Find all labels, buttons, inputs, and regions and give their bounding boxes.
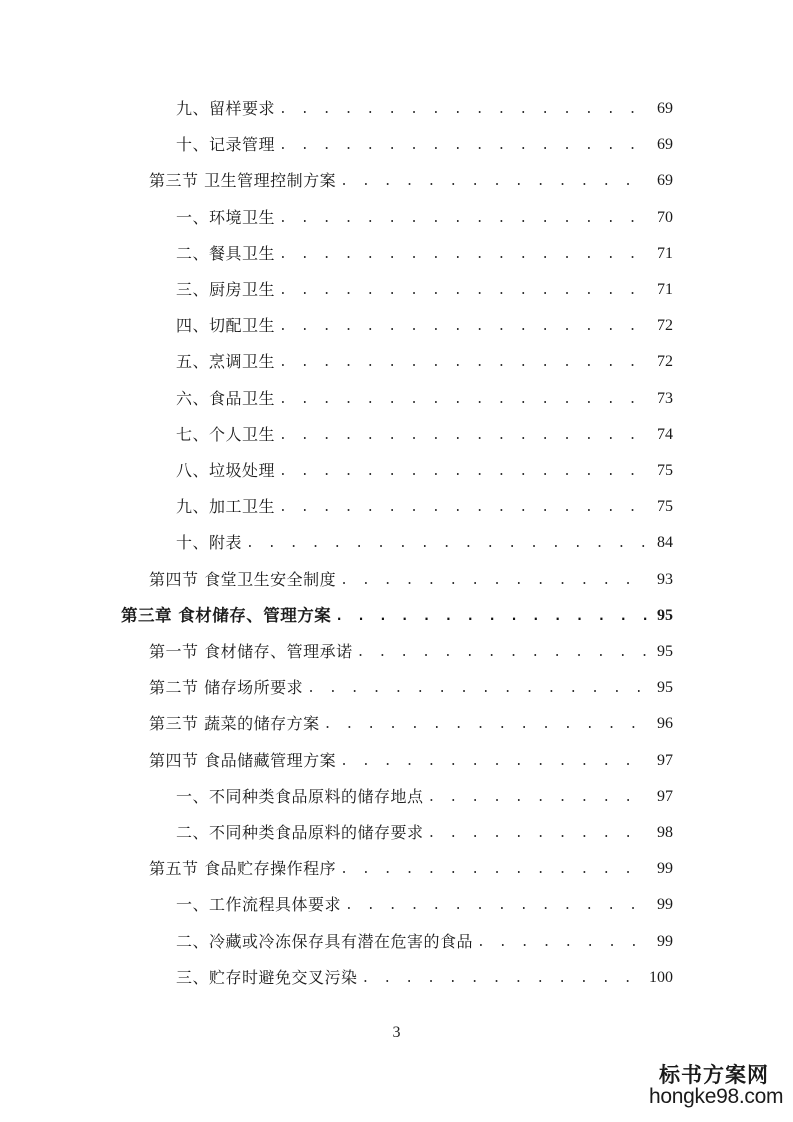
toc-entry-title: 第二节 储存场所要求	[149, 678, 304, 698]
toc-entry-item[interactable]	[176, 344, 673, 380]
toc-entry-page: 97	[657, 787, 673, 805]
toc-entry-item[interactable]	[176, 924, 673, 960]
toc-entry-title: 第一节 食材储存、管理承诺	[149, 642, 353, 661]
toc-dot-leader	[428, 780, 647, 816]
toc-dot-leader	[279, 382, 647, 418]
toc-entry-title: 一、不同种类食品原料的储存地点	[176, 786, 424, 806]
toc-entry-title: 十、附表	[176, 533, 243, 553]
toc-entry-section[interactable]	[149, 743, 673, 779]
toc-dot-leader	[340, 563, 647, 599]
toc-entry-title: 一、工作流程具体要求	[176, 895, 342, 915]
toc-dot-leader	[279, 237, 647, 273]
toc-dot-leader	[362, 961, 643, 997]
toc-entry-page: 69	[657, 100, 673, 117]
toc-entry-page: 72	[657, 353, 673, 371]
toc-entry-page: 98	[657, 824, 673, 841]
toc-entry-title: 二、不同种类食品原料的储存要求	[176, 823, 424, 842]
toc-entry-item[interactable]	[176, 308, 673, 344]
toc-entry-item[interactable]	[176, 127, 673, 163]
toc-entry-title: 三、贮存时避免交叉污染	[176, 967, 358, 987]
toc-dot-leader	[357, 635, 647, 671]
toc-entry-section[interactable]	[149, 851, 673, 887]
toc-entry-page: 99	[657, 860, 673, 878]
toc-entry-page: 69	[657, 172, 673, 190]
toc-entry-title: 第三节 蔬菜的储存方案	[149, 714, 320, 734]
toc-dot-leader	[279, 345, 647, 381]
toc-dot-leader	[279, 273, 647, 309]
toc-entry-item[interactable]	[176, 960, 673, 996]
toc-entry-section[interactable]	[149, 634, 673, 670]
toc-entry-title: 第四节 食堂卫生安全制度	[149, 569, 337, 589]
toc-entry-item[interactable]	[176, 272, 673, 308]
toc-entry-page: 100	[649, 968, 673, 986]
toc-entry-item[interactable]	[176, 236, 673, 272]
watermark-site-name: 标书方案网	[659, 1061, 769, 1087]
toc-entry-item[interactable]	[176, 453, 673, 489]
toc-dot-leader	[279, 128, 647, 164]
toc-entry-title: 九、留样要求	[176, 99, 276, 118]
toc-entry-item[interactable]	[176, 489, 673, 525]
toc-entry-page: 73	[657, 389, 673, 407]
toc-dot-leader	[335, 599, 647, 635]
toc-entry-page: 70	[657, 208, 673, 226]
toc-entry-section[interactable]	[149, 562, 673, 598]
toc-entry-chapter[interactable]	[121, 598, 673, 634]
toc-dot-leader	[279, 201, 647, 237]
toc-entry-page: 97	[657, 751, 673, 769]
site-watermark	[649, 1061, 784, 1108]
toc-dot-leader	[246, 526, 647, 562]
toc-entry-title: 九、加工卫生	[176, 497, 276, 517]
toc-entry-item[interactable]	[176, 417, 673, 453]
toc-entry-page: 75	[657, 498, 673, 516]
toc-entry-page: 96	[657, 715, 673, 733]
toc-dot-leader	[307, 671, 647, 707]
toc-dot-leader	[279, 418, 647, 454]
toc-entry-page: 95	[657, 679, 673, 697]
toc-entry-title: 第三章 食材储存、管理方案	[121, 605, 332, 625]
toc-entry-page: 95	[657, 643, 673, 660]
toc-dot-leader	[340, 852, 647, 888]
toc-entry-page: 69	[657, 136, 673, 154]
toc-entry-page: 75	[657, 462, 673, 479]
toc-entry-item[interactable]	[176, 525, 673, 561]
toc-entry-page: 71	[657, 244, 673, 262]
toc-entry-item[interactable]	[176, 887, 673, 923]
toc-entry-title: 八、垃圾处理	[176, 461, 276, 480]
toc-entry-title: 五、烹调卫生	[176, 352, 276, 372]
toc-entry-title: 六、食品卫生	[176, 388, 276, 408]
toc-dot-leader	[279, 309, 647, 345]
toc-dot-leader	[340, 744, 647, 780]
toc-entry-page: 72	[657, 317, 673, 335]
toc-entry-page: 99	[657, 896, 673, 914]
toc-dot-leader	[340, 164, 647, 200]
toc-entry-title: 二、冷藏或冷冻保存具有潜在危害的食品	[176, 931, 474, 951]
toc-entry-section[interactable]	[149, 706, 673, 742]
toc-entry-title: 一、环境卫生	[176, 207, 276, 227]
toc-entry-title: 四、切配卫生	[176, 316, 276, 336]
toc-entry-page: 84	[657, 534, 673, 552]
toc-entry-page: 71	[657, 281, 673, 298]
page-number: 3	[392, 1024, 401, 1041]
toc-entry-page: 93	[657, 570, 673, 588]
toc-entry-page: 95	[657, 606, 673, 624]
toc-dot-leader	[324, 707, 647, 743]
toc-dot-leader	[279, 490, 647, 526]
toc-entry-item[interactable]	[176, 381, 673, 417]
toc-dot-leader	[477, 925, 647, 961]
toc-dot-leader	[345, 888, 647, 924]
toc-entry-page: 99	[657, 932, 673, 950]
toc-dot-leader	[279, 454, 647, 490]
toc-entry-page: 74	[657, 425, 673, 443]
toc-dot-leader	[428, 816, 647, 852]
toc-entry-title: 十、记录管理	[176, 135, 276, 155]
toc-entry-title: 第三节 卫生管理控制方案	[149, 171, 337, 191]
toc-entry-item[interactable]	[176, 91, 673, 127]
toc-entry-title: 二、餐具卫生	[176, 243, 276, 263]
toc-entry-item[interactable]	[176, 779, 673, 815]
toc-entry-title: 第五节 食品贮存操作程序	[149, 859, 337, 879]
toc-entry-item[interactable]	[176, 200, 673, 236]
toc-entry-section[interactable]	[149, 670, 673, 706]
toc-entry-title: 三、厨房卫生	[176, 280, 276, 299]
toc-entry-section[interactable]	[149, 163, 673, 199]
toc-entry-title: 第四节 食品储藏管理方案	[149, 750, 337, 770]
toc-entry-item[interactable]	[176, 815, 673, 851]
watermark-url: hongke98.com	[649, 1084, 784, 1108]
toc-dot-leader	[279, 92, 647, 128]
toc-entry-title: 七、个人卫生	[176, 424, 276, 444]
